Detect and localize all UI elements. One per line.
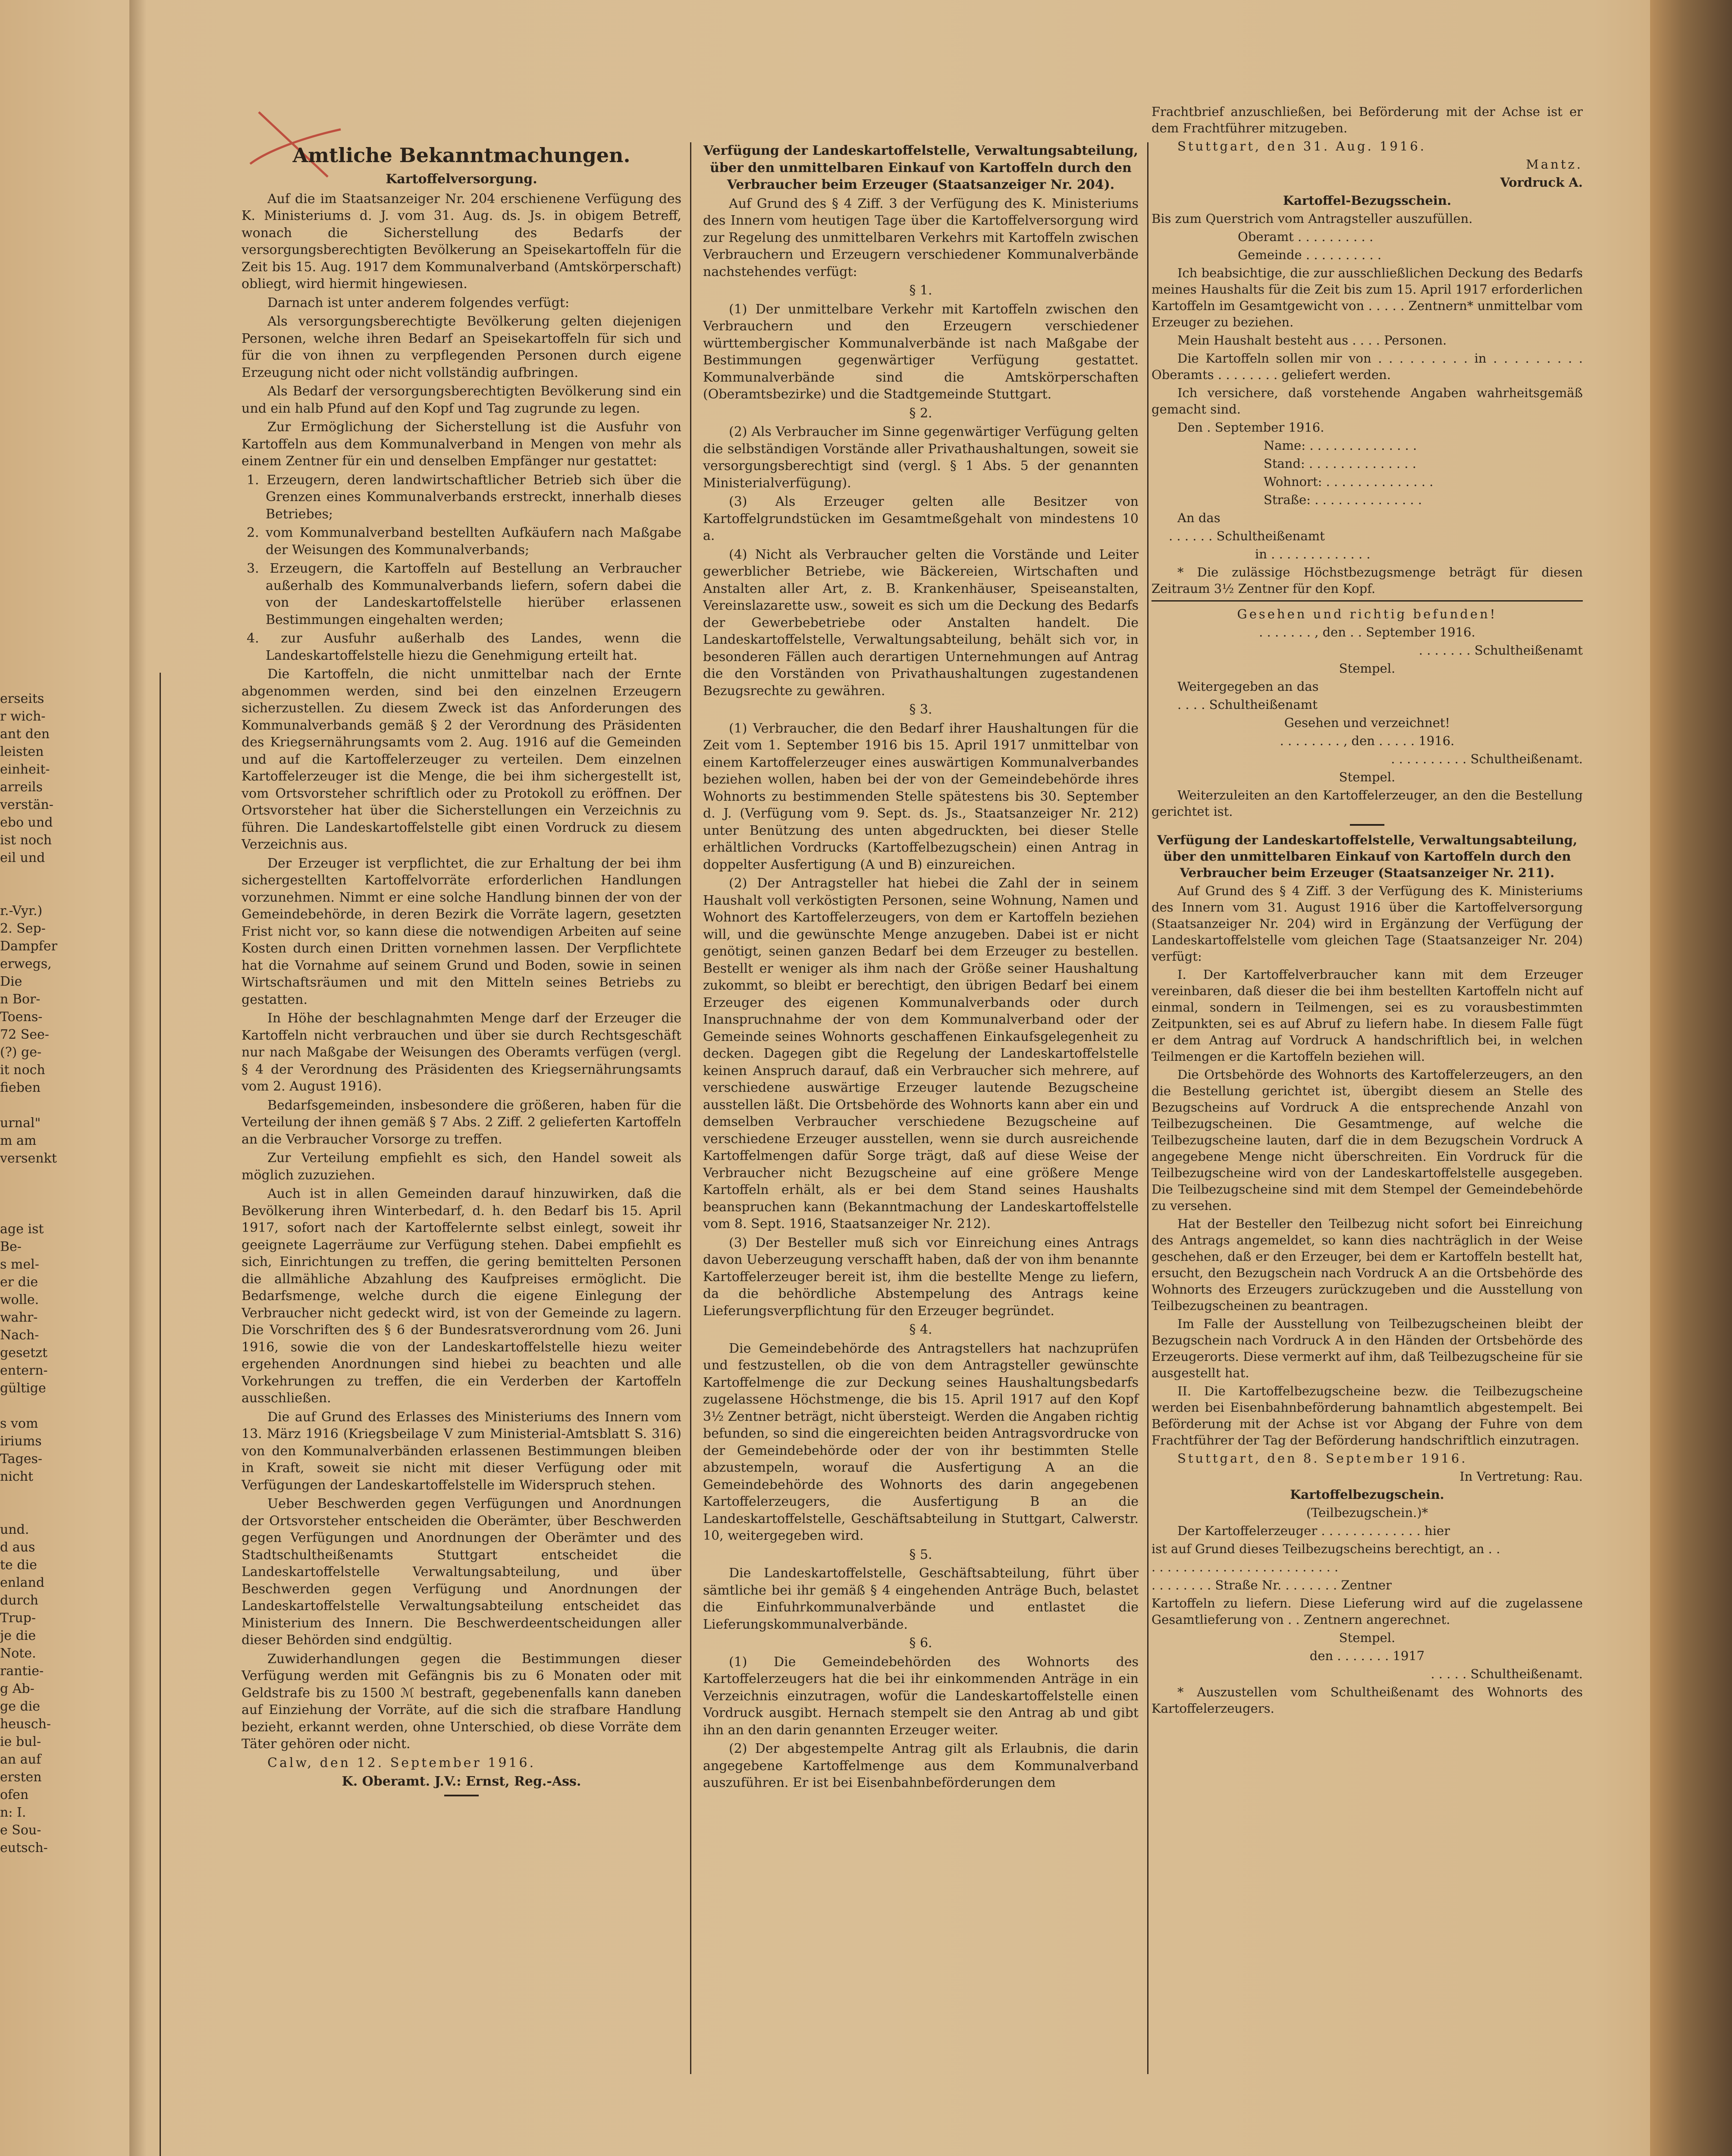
fragment-line: r.-Vyr.) <box>0 903 43 918</box>
signature: Mantz. <box>1526 157 1583 172</box>
fragment-line: verstän- <box>0 797 53 812</box>
decree-title: Verfügung der Landeskartoffelstelle, Verwaltungsabteilung, über den unmittelbaren Einkauf von Kartoffeln durch den Verbraucher beim Erzeuger (Staatsanzeiger Nr. 204). <box>703 143 1138 192</box>
fragment-line: fieben <box>0 1080 41 1095</box>
fragment-line: m am <box>0 1133 37 1148</box>
paragraph: Frachtbrief anzuschließen, bei Beförderung mit der Achse ist er dem Frachtführer mitzugeben. <box>1152 104 1583 135</box>
fragment-line: Nach- <box>0 1328 39 1343</box>
fragment-line: Note. <box>0 1646 36 1661</box>
form-field: Kartoffeln zu liefern. Diese Lieferung wird auf die zugelassene Gesamtlieferung von . . Zentnern angerechnet. <box>1152 1596 1583 1627</box>
fragment-line: versenkt <box>0 1151 57 1166</box>
form-field: . . . . . . . . . . . . . . . . . . . . . . . . <box>1152 1560 1339 1574</box>
fragment-line: it noch <box>0 1062 45 1078</box>
footnote: * Auszustellen vom Schultheißenamt des Wohnorts des Kartoffelerzeugers. <box>1152 1685 1583 1716</box>
fragment-line: iriums <box>0 1434 42 1449</box>
paragraph: Im Falle der Ausstellung von Teilbezugscheinen bleibt der Bezugschein nach Vordruck A in den Händen der Ortsbehörde des Erzeugerorts. Diese vermerkt auf ihm, daß Teilbezugscheine für sie ausgestellt hat. <box>1152 1316 1583 1380</box>
form-field: den . . . . . . . 1917 <box>1309 1648 1425 1663</box>
fragment-line <box>0 1185 65 1203</box>
left-page-fragment <box>0 690 65 1857</box>
form-field: . . . . Schultheißenamt <box>1177 697 1318 712</box>
list-item: 3. Erzeugern, die Kartoffeln auf Bestellung an Verbraucher außerhalb des Kommunalverbands liefern, sofern dabei die von der Landeskartoffelstelle hierüber erlassenen Bestimmungen eingehalten werden; <box>247 561 681 627</box>
fragment-line: ge die <box>0 1699 41 1714</box>
dateline: Stuttgart, den 31. Aug. 1916. <box>1177 139 1426 154</box>
fragment-line: Tages- <box>0 1451 43 1467</box>
fragment-line <box>0 1397 65 1415</box>
fragment-line: wolle. <box>0 1292 39 1307</box>
dateline: Stuttgart, den 8. September 1916. <box>1177 1451 1468 1466</box>
paragraph: Auch ist in allen Gemeinden darauf hinzuwirken, daß die Bevölkerung ihren Winterbedarf, d. h. den Bedarf bis 15. April 1917, sofort nach der Kartoffelernte selbst einlegt, soweit ihr geeignete Lagerräume zur Verfügung stehen. Dabei empfiehlt es sich, Einrichtungen zu treffen, die gering bemittelten Personen die allmähliche Abzahlung des Kaufpreises ermöglicht. Die Bedarfsmenge, welche durch die eigene Einlegung der Verbraucher nicht gedeckt wird, ist von der Gemeinde zu lagern. Die Vorschriften des § 6 der Bundesratsverordnung vom 26. Juni 1916, sowie die von der Landeskartoffelstelle hiezu weiter ergehenden Anordnungen sind hiebei zu beachten und alle Vorkehrungen zu treffen, die ein Verderben der Kartoffeln ausschließen. <box>242 1186 681 1406</box>
section-number: § 6. <box>909 1636 932 1651</box>
fragment-line: (?) ge- <box>0 1045 42 1060</box>
fragment-line: durch <box>0 1593 38 1608</box>
fragment-line: Trup- <box>0 1611 36 1626</box>
form-field: . . . . . . Schultheißenamt <box>1169 529 1325 543</box>
footnote: * Die zulässige Höchstbezugsmenge beträgt für diesen Zeitraum 3½ Zentner für den Kopf. <box>1152 565 1583 596</box>
fragment-line: Toens- <box>0 1009 43 1025</box>
form-subtitle: (Teilbezugschein.)* <box>1306 1505 1428 1520</box>
divider-rule <box>444 1795 479 1796</box>
form-text: Weiterzuleiten an den Kartoffelerzeuger, an den die Bestellung gerichtet ist. <box>1152 788 1583 819</box>
form-field: Straße: . . . . . . . . . . . . . . <box>1264 492 1422 507</box>
section-number: § 2. <box>909 405 932 421</box>
fragment-line: te die <box>0 1557 37 1573</box>
fragment-line: nicht <box>0 1469 34 1484</box>
form-field: Gesehen und richtig befunden! <box>1237 607 1497 621</box>
fragment-line: Dampfer <box>0 939 57 954</box>
fragment-line: rantie- <box>0 1664 44 1679</box>
divider-rule <box>1350 824 1384 826</box>
signature: K. Oberamt. J.V.: Ernst, Reg.-Ass. <box>342 1774 581 1789</box>
form-field: . . . . . Schultheißenamt. <box>1431 1667 1583 1681</box>
fragment-line: leisten <box>0 744 44 759</box>
fragment-line: einheit- <box>0 762 50 777</box>
fragment-line <box>0 1167 65 1185</box>
fragment-line: und. <box>0 1522 29 1537</box>
stamp-label: Stempel. <box>1339 1630 1396 1645</box>
paragraph: Auf Grund des § 4 Ziff. 3 der Verfügung des K. Ministeriums des Innern vom heutigen Tage über die Kartoffelversorgung wird zur Regelung des unmittelbaren Verkehrs mit Kartoffeln zwischen Verbrauchern und Erzeugern verschiedener Kommunalverbände nachstehendes verfügt: <box>703 196 1139 279</box>
form-field: Weitergegeben an das <box>1177 679 1319 694</box>
column-divider <box>690 142 691 2074</box>
paragraph: Die Gemeindebehörde des Antragstellers hat nachzuprüfen und festzustellen, ob die von dem Antragsteller gewünschte Kartoffelmenge die zur Deckung seines Haushaltungsbedarfs zugelassene Höchstmenge, die bis 15. April 1917 auf den Kopf 3½ Zentner beträgt, nicht übersteigt. Werden die Angaben richtig befunden, so sind die eingereichten beiden Antragsvordrucke von der Gemeindebehörde oder der von ihr bestimmten Stelle abzustempeln, worauf die Ausfertigung A an die Gemeindebehörde des Wohnorts des darin angegebenen Kartoffelerzeugers, die Ausfertigung B an die Landeskartoffelstelle, Geschäftsabteilung in Stuttgart, Calwerstr. 10, weitergegeben wird. <box>703 1341 1139 1543</box>
paragraph: Als versorgungsberechtigte Bevölkerung gelten diejenigen Personen, welche ihren Bedarf an Speisekartoffeln für sich und für die von ihnen zu verpflegenden Personen durch eigene Erzeugung nicht oder nicht vollständig aufbringen. <box>242 314 681 380</box>
decree-title: Verfügung der Landeskartoffelstelle, Verwaltungsabteilung, über den unmittelbaren Einkauf von Kartoffeln durch den Verbraucher beim Erzeuger (Staatsanzeiger Nr. 211). <box>1157 833 1578 880</box>
fragment-line: ofen <box>0 1787 29 1802</box>
paragraph: Darnach ist unter anderem folgendes verfügt: <box>267 295 570 310</box>
form-field: Wohnort: . . . . . . . . . . . . . . <box>1264 474 1434 489</box>
column-divider <box>1147 142 1148 2074</box>
list-item: 4. zur Ausfuhr außerhalb des Landes, wenn die Landeskartoffelstelle hiezu die Genehmigung erteilt hat. <box>247 631 681 663</box>
paragraph: Auf die im Staatsanzeiger Nr. 204 erschienene Verfügung des K. Ministeriums d. J. vom 31. Aug. ds. Js. in obigem Betreff, wonach die Sicherstellung des Bedarfs der versorgungsberechtigten Bevölkerung an Speisekartoffeln für die Zeit bis 15. Aug. 1917 dem Kommunalverband (Amtskörperschaft) obliegt, wird hiermit hingewiesen. <box>242 191 681 291</box>
paragraph: I. Der Kartoffelverbraucher kann mit dem Erzeuger vereinbaren, daß dieser die bei ihm bestellten Kartoffeln nicht auf einmal, sondern in Teilmengen, sei es zu vorausbestimmten Zeitpunkten, sei es auf Abruf zu liefern habe. In diesem Falle fügt er dem Antrag auf Vordruck A handschriftlich bei, in welchen Teilmengen er die Kartoffeln beziehen will. <box>1152 967 1583 1064</box>
fragment-line <box>0 1097 65 1114</box>
section-subheading: Kartoffelversorgung. <box>386 172 537 187</box>
paragraph: (3) Der Besteller muß sich vor Einreichung eines Antrags davon Ueberzeugung verschafft haben, daß der von ihm benannte Kartoffelerzeuger bereit ist, ihm die bestellte Menge zu liefern, da die behördliche Abstempelung des Antrags keine Lieferungsverpflichtung für den Erzeuger begründet. <box>703 1235 1139 1319</box>
form-field: Name: . . . . . . . . . . . . . . <box>1264 438 1417 453</box>
fragment-line: er die <box>0 1275 38 1290</box>
list-item: 2. vom Kommunalverband bestellten Aufkäufern nach Maßgabe der Weisungen des Kommunalverbands; <box>247 525 681 558</box>
paragraph: Bedarfsgemeinden, insbesondere die größeren, haben für die Verteilung der ihnen gemäß § 7 Abs. 2 Ziff. 2 gelieferten Kartoffeln an die Verbraucher Vorsorge zu treffen. <box>242 1097 681 1147</box>
stamp-label: Stempel. <box>1339 661 1396 676</box>
fragment-line: erseits <box>0 691 44 706</box>
section-number: § 5. <box>909 1547 932 1562</box>
paragraph: (1) Der unmittelbare Verkehr mit Kartoffeln zwischen den Verbrauchern und den Erzeugern verschiedener württembergischer Kommunalverbände ist nach Maßgabe der Bestimmungen gegenwärtiger Verfügung gestattet. Kommunalverbände sind die Amtskörperschaften (Oberamtsbezirke) und die Stadtgemeinde Stuttgart. <box>703 301 1139 402</box>
fragment-line: ebo und <box>0 815 53 830</box>
fragment-line: an auf <box>0 1752 41 1767</box>
fragment-line: s mel- <box>0 1257 39 1272</box>
fragment-line <box>0 1203 65 1220</box>
paragraph: Auf Grund des § 4 Ziff. 3 der Verfügung des K. Ministeriums des Innern vom 31. August 1916 über die Kartoffelversorgung (Staatsanzeiger Nr. 204) wird in Ergänzung der Verfügung der Landeskartoffelstelle vom gleichen Tage (Staatsanzeiger Nr. 204) verfügt: <box>1152 884 1583 964</box>
column-3 <box>1152 103 1583 1718</box>
paragraph: Die auf Grund des Erlasses des Ministeriums des Innern vom 13. März 1916 (Kriegsbeilage V zum Ministerial-Amtsblatt S. 316) von den Kommunalverbänden erlassenen Bestimmungen bleiben in Kraft, soweit sie nicht mit dieser Verfügung oder mit Verfügungen der Landeskartoffelstelle im Widerspruch stehen. <box>242 1409 681 1493</box>
dateline: Calw, den 12. September 1916. <box>267 1755 536 1771</box>
fragment-line: age ist <box>0 1222 44 1237</box>
fragment-line: n: I. <box>0 1805 26 1820</box>
form-text: Die Kartoffeln sollen mir von . . . . . . . . . in . . . . . . . . . Oberamts . . . . . . . . geliefert werden. <box>1152 351 1583 382</box>
form-field: Der Kartoffelerzeuger . . . . . . . . . . . . . hier <box>1177 1523 1450 1538</box>
paragraph: In Höhe der beschlagnahmten Menge darf der Erzeuger die Kartoffeln nicht verbrauchen und über sie durch Rechtsgeschäft nur nach Maßgabe der Weisungen des Oberamts verfügen (vergl. § 4 der Verordnung des Präsidenten des Kriegsernährungsamts vom 2. August 1916). <box>242 1011 681 1094</box>
form-text: Mein Haushalt besteht aus . . . . Personen. <box>1177 333 1447 348</box>
column-2 <box>703 142 1139 1793</box>
paragraph: Der Erzeuger ist verpflichtet, die zur Erhaltung der bei ihm sichergestellten Kartoffelvorräte erforderlichen Handlungen vorzunehmen. Nimmt er eine solche Handlung binnen der von der Gemeindebehörde, in deren Bezirk die Vorräte lagern, gesetzten Frist nicht vor, so kann diese die notwendigen Arbeiten auf seine Kosten durch einen Dritten vornehmen lassen. Der Verpflichtete hat die Vornahme auf seinem Grund und Boden, sowie in seinen Wirtschaftsräumen und mit den Mitteln seines Betriebs zu gestatten. <box>242 856 681 1007</box>
column-divider <box>160 673 161 2156</box>
form-field: Den . September 1916. <box>1177 420 1324 435</box>
fragment-line <box>0 1503 65 1521</box>
fragment-line: Be- <box>0 1239 22 1254</box>
form-field: Stand: . . . . . . . . . . . . . . <box>1264 456 1416 471</box>
paragraph: II. Die Kartoffelbezugscheine bezw. die Teilbezugscheine werden bei Eisenbahnbeförderung bahnamtlich abgestempelt. Bei Beförderung mit der Achse ist vor Abgang der Fuhre von dem Frachtführer der Tag der Beförderung handschriftlich einzutragen. <box>1152 1384 1583 1448</box>
form-text: Ich beabsichtige, die zur ausschließlichen Deckung des Bedarfs meines Haushalts für die Zeit bis zum 15. April 1917 erforderlichen Kartoffeln im Gesamtgewicht von . . . . . Zentnern* unmittelbar vom Erzeuger zu beziehen. <box>1152 266 1583 329</box>
fragment-line: Die <box>0 974 22 989</box>
paragraph: Zur Verteilung empfiehlt es sich, den Handel soweit als möglich zuzuziehen. <box>242 1150 681 1183</box>
form-note: Bis zum Querstrich vom Antragsteller auszufüllen. <box>1152 211 1473 226</box>
fragment-line: wahr- <box>0 1310 38 1325</box>
form-field: . . . . . . . . . . Schultheißenamt. <box>1391 752 1583 766</box>
fragment-line <box>0 1485 65 1503</box>
section-number: § 3. <box>909 702 932 717</box>
form-field: Gemeinde . . . . . . . . . . <box>1238 248 1382 262</box>
paragraph: Zur Ermöglichung der Sicherstellung ist die Ausfuhr von Kartoffeln aus dem Kommunalverband in Mengen von mehr als einem Zentner für ein und denselben Empfänger nur gestattet: <box>242 420 681 469</box>
fragment-line: enland <box>0 1575 45 1590</box>
paragraph: (2) Der abgestempelte Antrag gilt als Erlaubnis, die darin angegebene Kartoffelmenge aus dem Kommunalverband auszuführen. Er ist bei Eisenbahnbeförderungen dem <box>703 1741 1139 1790</box>
section-number: § 1. <box>909 283 932 298</box>
form-field: Oberamt . . . . . . . . . . <box>1238 229 1374 244</box>
fragment-line: s vom <box>0 1416 38 1431</box>
form-title: Kartoffelbezugschein. <box>1290 1487 1444 1502</box>
fragment-line: ist noch <box>0 833 52 848</box>
fragment-line <box>0 867 65 884</box>
fragment-line: je die <box>0 1628 36 1643</box>
fragment-line: n Bor- <box>0 992 41 1007</box>
signature: In Vertretung: Rau. <box>1459 1469 1583 1484</box>
fragment-line: gesetzt <box>0 1345 48 1360</box>
fragment-line: ersten <box>0 1770 42 1785</box>
fragment-line: eil und <box>0 850 45 865</box>
paragraph: Ueber Beschwerden gegen Verfügungen und Anordnungen der Ortsvorsteher entscheiden die Oberämter, über Beschwerden gegen Verfügungen und Anordnungen der Oberämter und des Stadtschultheißenamts Stuttgart entscheidet die Landeskartoffelstelle Verwaltungsabteilung, und über Beschwerden gegen Verfügung und Anordnungen der Landeskartoffelstelle Verwaltungsabteilung entscheidet das Ministerium des Innern. Die Beschwerdeentscheidungen aller dieser Behörden sind endgültig. <box>242 1496 681 1648</box>
fragment-line: arreils <box>0 780 43 795</box>
page-edge <box>1650 0 1732 2156</box>
fragment-line: 72 See- <box>0 1027 49 1042</box>
paragraph: Als Bedarf der versorgungsberechtigten Bevölkerung sind ein und ein halb Pfund auf den Kopf und Tag zugrunde zu legen. <box>242 384 681 416</box>
form-text: Ich versichere, daß vorstehende Angaben wahrheitsgemäß gemacht sind. <box>1152 385 1583 417</box>
paragraph: (1) Verbraucher, die den Bedarf ihrer Haushaltungen für die Zeit vom 1. September 1916 bis 15. April 1917 unmittelbar von einem Kartoffelerzeuger eines auswärtigen Kommunalverbandes beziehen wollen, haben bei der von der Gemeindebehörde ihres Wohnorts zu bestimmenden Stelle spätestens bis 30. September d. J. (Verfügung vom 9. Sept. ds. Js., Staatsanzeiger Nr. 212) unter Benützung des unten abgedruckten, bei dieser Stelle erhältlichen Vordrucks (Kartoffelbezugschein) einen Antrag in doppelter Ausfertigung (A und B) einzureichen. <box>703 721 1139 872</box>
fragment-line: 2. Sep- <box>0 921 46 936</box>
paragraph: Hat der Besteller den Teilbezug nicht sofort bei Einreichung des Antrags angemeldet, so kann dies nachträglich in der Weise geschehen, daß er den Erzeuger, bei dem er Kartoffeln bestellt hat, ersucht, den Bezugschein nach Vordruck A an die Ortsbehörde des Wohnorts des Erzeugers zurückzugeben und die Ausstellung von Teilbezugscheinen zu beantragen. <box>1152 1216 1583 1313</box>
fragment-line: entern- <box>0 1363 48 1378</box>
paragraph: (2) Als Verbraucher im Sinne gegenwärtiger Verfügung gelten die selbständigen Vorstände aller Privathaushaltungen, soweit sie versorgungsberechtigt sind (vergl. § 1 Abs. 5 der genannten Ministerialverfügung). <box>703 424 1139 491</box>
form-field: . . . . . . . . , den . . . . . 1916. <box>1280 733 1455 748</box>
form-field: . . . . . . . . Straße Nr. . . . . . . . Zentner <box>1152 1578 1392 1592</box>
page-gutter <box>129 0 147 2156</box>
fragment-line: heusch- <box>0 1717 51 1732</box>
column-1 <box>242 142 681 1802</box>
stamp-label: Stempel. <box>1339 770 1396 784</box>
paragraph: (3) Als Erzeuger gelten alle Besitzer von Kartoffelgrundstücken im Gesamtmeßgehalt von mindestens 10 a. <box>703 494 1139 543</box>
fragment-line: r wich- <box>0 709 46 724</box>
fragment-line: gültige <box>0 1381 46 1396</box>
form-field: in . . . . . . . . . . . . . <box>1255 547 1371 561</box>
paragraph: Die Ortsbehörde des Wohnorts des Kartoffelerzeugers, an den die Bestellung gerichtet ist, übergibt diesem an Stelle des Bezugscheins auf Vordruck A die entsprechende Anzahl von Teilbezugscheinen. Die Gesamtmenge, auf welche die Teilbezugscheine lauten, darf die in dem Bezugschein Vordruck A angegebene Menge nicht überschreiten. Ein Vordruck für die Teilbezugscheine wird von der Landeskartoffelstelle ausgegeben. Die Teilbezugscheine sind mit dem Stempel der Gemeindebehörde zu versehen. <box>1152 1067 1583 1213</box>
form-field: . . . . . . . , den . . September 1916. <box>1259 625 1475 639</box>
form-field: Gesehen und verzeichnet! <box>1284 715 1450 730</box>
form-field: ist auf Grund dieses Teilbezugscheins berechtigt, an . . <box>1152 1542 1500 1556</box>
paragraph: (4) Nicht als Verbraucher gelten die Vorstände und Leiter gewerblicher Betriebe, wie Bäckereien, Wirtschaften und Anstalten aller Art, z. B. Krankenhäuser, Speiseanstalten, Vereinslazarette usw., soweit es sich um die Deckung des Bedarfs der Gewerbebetriebe oder Anstalten handelt. Die Landeskartoffelstelle, Verwaltungsabteilung, behält sich vor, in besonderen Fällen auch derartigen Unternehmungen auf Antrag die den Vorständen von Privathaushaltungen zugestandenen Bezugsrechte zu gewähren. <box>703 547 1139 699</box>
fragment-line: erwegs, <box>0 956 52 971</box>
form-label: Vordruck A. <box>1500 175 1583 190</box>
paragraph: Die Kartoffeln, die nicht unmittelbar nach der Ernte abgenommen werden, sind bei den einzelnen Erzeugern sicherzustellen. Zu diesem Zweck ist das Anforderungen des Kommunalverbands gemäß § 2 der Verordnung des Präsidenten des Kriegsernährungsamts vom 2. Aug. 1916 auf die Gemeinden und auf die Kartoffelerzeuger zu verteilen. Dem einzelnen Kartoffelerzeuger ist die Menge, die bei ihm sichergestellt ist, vom Ortsvorsteher schriftlich oder zu Protokoll zu eröffnen. Der Ortsvorsteher hat über die Sicherstellungen ein Verzeichnis zu führen. Die Landeskartoffelstelle gibt einen Vordruck zu diesem Verzeichnis aus. <box>242 667 681 852</box>
list-item: 1. Erzeugern, deren landwirtschaftlicher Betrieb sich über die Grenzen eines Kommunalverbands erstreckt, innerhalb dieses Betriebes; <box>247 472 681 522</box>
fragment-line <box>0 884 65 902</box>
form-divider <box>1152 600 1583 602</box>
paragraph: Zuwiderhandlungen gegen die Bestimmungen dieser Verfügung werden mit Gefängnis bis zu 6 Monaten oder mit Geldstrafe bis zu 1500 ℳ bestraft, gegebenenfalls kann daneben auf Einziehung der Vorräte, auf die sich die strafbare Handlung bezieht, erkannt werden, ohne Unterschied, ob diese Vorräte dem Täter gehören oder nicht. <box>242 1651 681 1752</box>
fragment-line: urnal" <box>0 1116 41 1131</box>
paragraph: (1) Die Gemeindebehörden des Wohnorts des Kartoffelerzeugers hat die bei ihr einkommenden Anträge in ein Verzeichnis einzutragen, wofür die Landeskartoffelstelle einen Vordruck ausgibt. Hernach stempelt sie den Antrag ab und gibt ihn an den darin genannten Erzeuger weiter. <box>703 1654 1139 1738</box>
section-heading: Amtliche Bekanntmachungen. <box>292 144 631 167</box>
form-title: Kartoffel-Bezugsschein. <box>1283 193 1452 208</box>
fragment-line: eutsch- <box>0 1840 48 1855</box>
fragment-line: ant den <box>0 727 50 742</box>
fragment-line: e Sou- <box>0 1823 41 1838</box>
section-number: § 4. <box>909 1322 932 1337</box>
fragment-line: g Ab- <box>0 1681 35 1696</box>
fragment-line: ie bul- <box>0 1734 41 1749</box>
paragraph: Die Landeskartoffelstelle, Geschäftsabteilung, führt über sämtliche bei ihr gemäß § 4 eingehenden Anträge Buch, belastet die Einfuhrkommunalverbände und entlastet die Lieferungskommunalverbände. <box>703 1566 1139 1632</box>
form-field: . . . . . . . Schultheißenamt <box>1418 643 1583 658</box>
form-field: An das <box>1177 511 1221 525</box>
fragment-line: d aus <box>0 1540 35 1555</box>
paragraph: (2) Der Antragsteller hat hiebei die Zahl der in seinem Haushalt voll verköstigten Personen, seine Wohnung, Namen und Wohnort des Kartoffelerzeugers, von dem er Kartoffeln beziehen will, und die gewünschte Menge anzugeben. Dabei ist er nicht genötigt, seinen ganzen Bedarf bei dem Erzeuger zu bestellen. Bestellt er weniger als ihm nach der Größe seiner Haushaltung zukommt, so bleibt er berechtigt, den übrigen Bedarf bei einem Erzeuger des eigenen Kommunalverbands oder durch Inanspruchnahme der von dem Kommunalverband oder der Gemeinde seines Wohnorts geschaffenen Einkaufsgelegenheit zu decken. Dagegen gibt die Regelung der Landeskartoffelstelle keinen Anspruch darauf, daß ein Verbraucher sich mehrere, auf verschiedene auswärtige Erzeuger lautende Bezugscheine ausstellen läßt. Die Ortsbehörde des Wohnorts kann aber ein und demselben Verbraucher verschiedene Bezugscheine auf verschiedene Erzeuger ausstellen, wenn sie durch ausreichende Kartoffelmengen dafür Sorge trägt, daß auf diese Weise der Verbraucher nicht Bezugscheine auf eine größere Menge Kartoffeln erhält, als er bei dem Stand seines Haushalts beanspruchen kann (Bekanntmachung der Landeskartoffelstelle vom 8. Sept. 1916, Staatsanzeiger Nr. 212). <box>703 876 1139 1232</box>
